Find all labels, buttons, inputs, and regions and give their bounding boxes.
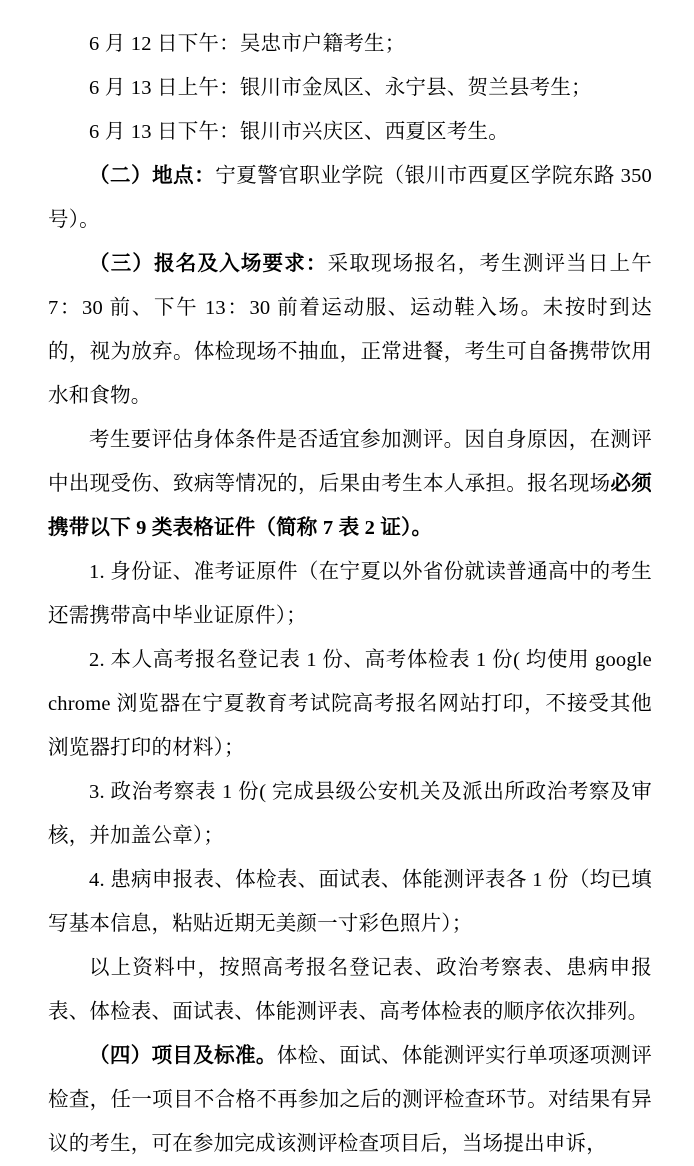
- paragraph-text: 6 月 13 日下午：银川市兴庆区、西夏区考生。: [89, 121, 509, 143]
- paragraph-order-note: [48, 946, 652, 1034]
- paragraph-item-2: [48, 638, 652, 770]
- paragraph-text: 体检、面试、体能测评实行单项逐项测评检查，任一项目不合格不再参加之后的测评检查环节。对结果有异议的考生，可在参加完成该测评检查项目后，当场提出申诉，: [48, 1045, 652, 1155]
- paragraph-text: 考生要评估身体条件是否适宜参加测评。因自身原因，在测评中出现受伤、致病等情况的，后果由考生本人承担。报名现场: [48, 429, 652, 495]
- paragraph-schedule-line-3: [48, 110, 652, 154]
- paragraph-text: 3. 政治考察表 1 份( 完成县级公安机关及派出所政治考察及审核，并加盖公章）；: [48, 781, 652, 847]
- paragraph-text: 6 月 12 日下午：吴忠市户籍考生；: [89, 33, 406, 55]
- paragraph-body-assessment-note: [48, 418, 652, 550]
- paragraph-text: 4. 患病申报表、体检表、面试表、体能测评表各 1 份（均已填写基本信息，粘贴近期无美颜一寸彩色照片）；: [48, 869, 652, 935]
- paragraph-text: 2. 本人高考报名登记表 1 份、高考体检表 1 份( 均使用 google chrome 浏览器在宁夏教育考试院高考报名网站打印，不接受其他浏览器打印的材料）；: [48, 649, 652, 759]
- section-heading-lead: （三）报名及入场要求：: [89, 253, 328, 275]
- paragraph-section-items-standards: [48, 1034, 652, 1166]
- paragraph-section-registration: [48, 242, 652, 418]
- paragraph-item-1: [48, 550, 652, 638]
- paragraph-text: 1. 身份证、准考证原件（在宁夏以外省份就读普通高中的考生还需携带高中毕业证原件）；: [48, 561, 652, 627]
- paragraph-text: 以上资料中，按照高考报名登记表、政治考察表、患病申报表、体检表、面试表、体能测评表、高考体检表的顺序依次排列。: [48, 957, 652, 1023]
- paragraph-text: 6 月 13 日上午：银川市金凤区、永宁县、贺兰县考生；: [89, 77, 592, 99]
- paragraph-item-3: [48, 770, 652, 858]
- paragraph-item-4: [48, 858, 652, 946]
- paragraph-text: 采取现场报名，考生测评当日上午 7：30 前、下午 13：30 前着运动服、运动鞋入场。未按时到达的，视为放弃。体检现场不抽血，正常进餐，考生可自备携带饮用水和食物。: [48, 253, 653, 407]
- section-heading-lead: （二）地点：: [89, 165, 216, 187]
- section-heading-lead: （四）项目及标准。: [89, 1045, 277, 1067]
- paragraph-emphasis: 必须携带以下 9 类表格证件（简称 7 表 2 证）。: [48, 473, 653, 539]
- paragraph-text: 宁夏警官职业学院（银川市西夏区学院东路 350 号）。: [48, 165, 652, 231]
- paragraph-schedule-line-2: [48, 66, 652, 110]
- paragraph-section-location: [48, 154, 652, 242]
- paragraph-schedule-line-1: [48, 22, 652, 66]
